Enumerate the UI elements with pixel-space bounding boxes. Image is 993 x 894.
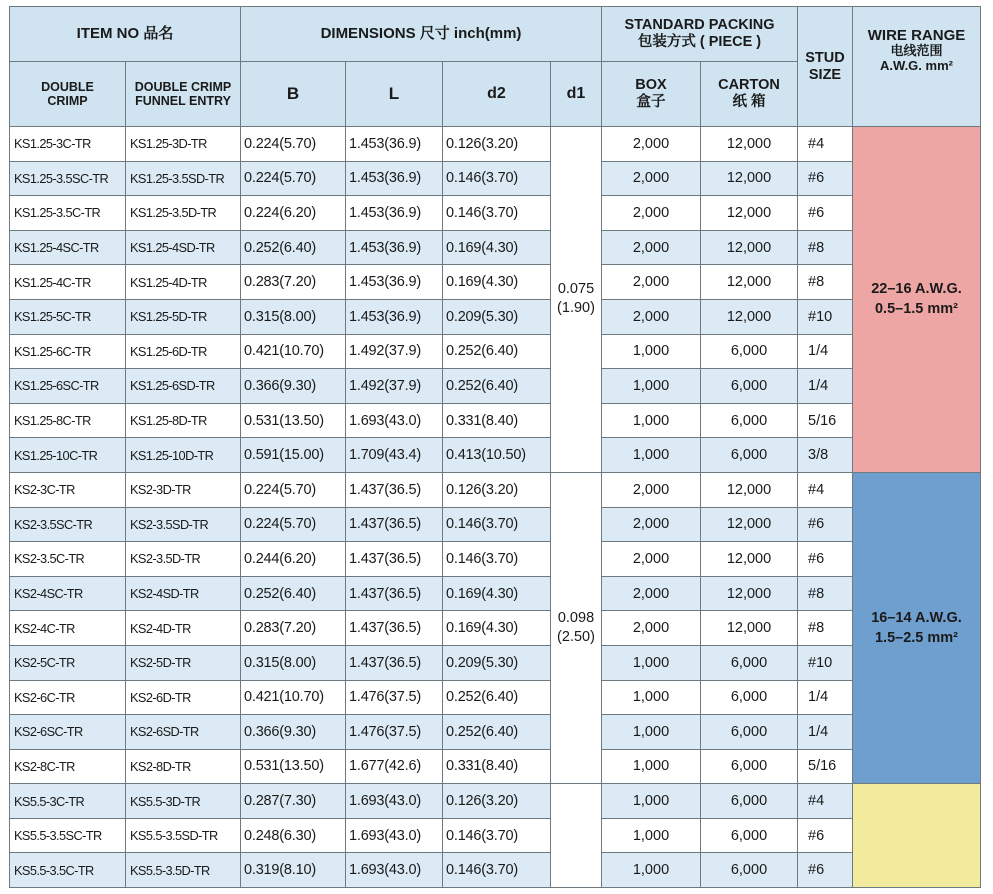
dimension-d2: 0.146(3.70) — [443, 161, 551, 196]
l-header: L — [346, 62, 443, 127]
dimension-b: 0.531(13.50) — [241, 403, 346, 438]
box-quantity: 2,000 — [602, 472, 701, 507]
wire-awg-range: 16–14 A.W.G. — [871, 609, 962, 626]
table-row — [10, 334, 981, 369]
dimension-d2: 0.331(8.40) — [443, 403, 551, 438]
packing-subtitle: 包装方式 ( PIECE ) — [637, 34, 762, 50]
carton-quantity: 6,000 — [701, 334, 798, 369]
dimension-b: 0.224(5.70) — [241, 127, 346, 162]
dimension-d2: 0.146(3.70) — [443, 196, 551, 231]
dimension-d2: 0.169(4.30) — [443, 265, 551, 300]
stud-size: #6 — [798, 161, 853, 196]
dimension-l: 1.693(43.0) — [346, 784, 443, 819]
table-row — [10, 818, 981, 853]
dimension-b: 0.531(13.50) — [241, 749, 346, 784]
double-crimp-part-number: KS5.5-3C-TR — [10, 784, 126, 819]
table-row — [10, 853, 981, 888]
funnel-entry-part-number: KS1.25-6SD-TR — [126, 369, 241, 404]
double-crimp-part-number: KS1.25-5C-TR — [10, 299, 126, 334]
dimension-b: 0.224(5.70) — [241, 507, 346, 542]
carton-header — [701, 62, 798, 127]
d2-header: d2 — [443, 62, 551, 127]
wire-range-cell — [853, 472, 981, 783]
funnel-entry-part-number: KS1.25-8D-TR — [126, 403, 241, 438]
dimension-l: 1.453(36.9) — [346, 265, 443, 300]
box-quantity: 2,000 — [602, 127, 701, 162]
box-quantity: 1,000 — [602, 715, 701, 750]
carton-quantity: 12,000 — [701, 507, 798, 542]
dimension-l: 1.492(37.9) — [346, 369, 443, 404]
wire-range-cell — [853, 784, 981, 888]
double-crimp-part-number: KS2-5C-TR — [10, 645, 126, 680]
carton-quantity: 12,000 — [701, 196, 798, 231]
box-quantity: 2,000 — [602, 196, 701, 231]
funnel-entry-part-number: KS2-8D-TR — [126, 749, 241, 784]
table-row — [10, 196, 981, 231]
dimension-d2: 0.252(6.40) — [443, 680, 551, 715]
table-row — [10, 472, 981, 507]
dimension-d2: 0.413(10.50) — [443, 438, 551, 473]
d1-mm-value: (1.90) — [557, 300, 595, 317]
stud-size: 1/4 — [798, 334, 853, 369]
carton-quantity: 6,000 — [701, 818, 798, 853]
funnel-entry-part-number: KS2-6D-TR — [126, 680, 241, 715]
dimension-b: 0.252(6.40) — [241, 576, 346, 611]
dimension-d2: 0.252(6.40) — [443, 715, 551, 750]
dimension-b: 0.315(8.00) — [241, 299, 346, 334]
funnel-entry-part-number: KS1.25-6D-TR — [126, 334, 241, 369]
dimension-l: 1.437(36.5) — [346, 645, 443, 680]
double-crimp-part-number: KS2-3.5SC-TR — [10, 507, 126, 542]
carton-quantity: 12,000 — [701, 230, 798, 265]
dimension-b: 0.224(5.70) — [241, 472, 346, 507]
box-quantity: 2,000 — [602, 611, 701, 646]
dimension-b: 0.224(5.70) — [241, 161, 346, 196]
double-crimp-line2: CRIMP — [47, 94, 88, 108]
dimension-l: 1.693(43.0) — [346, 818, 443, 853]
carton-quantity: 6,000 — [701, 715, 798, 750]
dimension-b: 0.248(6.30) — [241, 818, 346, 853]
carton-line1: CARTON — [718, 77, 780, 94]
table-row — [10, 161, 981, 196]
double-crimp-part-number: KS1.25-4SC-TR — [10, 230, 126, 265]
box-quantity: 1,000 — [602, 853, 701, 888]
dimension-b: 0.315(8.00) — [241, 645, 346, 680]
funnel-entry-part-number: KS5.5-3.5D-TR — [126, 853, 241, 888]
stud-size: 1/4 — [798, 369, 853, 404]
funnel-entry-header — [126, 62, 241, 127]
double-crimp-part-number: KS1.25-3C-TR — [10, 127, 126, 162]
carton-quantity: 6,000 — [701, 853, 798, 888]
double-crimp-line1: DOUBLE — [41, 79, 94, 94]
dimension-l: 1.693(43.0) — [346, 853, 443, 888]
dimension-d2: 0.209(5.30) — [443, 645, 551, 680]
stud-size: #6 — [798, 818, 853, 853]
wire-range-header — [853, 7, 981, 127]
dimension-l: 1.476(37.5) — [346, 715, 443, 750]
table-row — [10, 749, 981, 784]
dimension-d2: 0.126(3.20) — [443, 472, 551, 507]
wire-mm-range: 0.5–1.5 mm² — [874, 301, 959, 318]
dimension-d2: 0.146(3.70) — [443, 853, 551, 888]
dimension-l: 1.453(36.9) — [346, 299, 443, 334]
carton-quantity: 12,000 — [701, 299, 798, 334]
dimension-l: 1.453(36.9) — [346, 230, 443, 265]
stud-size: #4 — [798, 472, 853, 507]
table-row — [10, 611, 981, 646]
stud-size: #8 — [798, 576, 853, 611]
carton-line2: 纸 箱 — [732, 94, 766, 110]
carton-quantity: 12,000 — [701, 542, 798, 577]
table-row — [10, 299, 981, 334]
stud-size: 3/8 — [798, 438, 853, 473]
double-crimp-header — [10, 62, 126, 127]
funnel-entry-part-number: KS2-6SD-TR — [126, 715, 241, 750]
table-row — [10, 542, 981, 577]
table-row — [10, 645, 981, 680]
d1-inch-value: 0.098 — [557, 609, 595, 626]
double-crimp-part-number: KS2-3.5C-TR — [10, 542, 126, 577]
dimension-l: 1.476(37.5) — [346, 680, 443, 715]
stud-size: #6 — [798, 507, 853, 542]
dimension-l: 1.437(36.5) — [346, 507, 443, 542]
packing-title: STANDARD PACKING — [624, 17, 775, 34]
table-row — [10, 715, 981, 750]
double-crimp-part-number: KS1.25-3.5SC-TR — [10, 161, 126, 196]
carton-quantity: 12,000 — [701, 127, 798, 162]
box-quantity: 2,000 — [602, 265, 701, 300]
box-quantity: 1,000 — [602, 749, 701, 784]
funnel-entry-part-number: KS2-4SD-TR — [126, 576, 241, 611]
box-quantity: 1,000 — [602, 680, 701, 715]
dimension-l: 1.453(36.9) — [346, 196, 443, 231]
funnel-entry-part-number: KS1.25-4SD-TR — [126, 230, 241, 265]
table-row — [10, 438, 981, 473]
carton-quantity: 6,000 — [701, 749, 798, 784]
box-quantity: 2,000 — [602, 230, 701, 265]
stud-size: #10 — [798, 645, 853, 680]
box-line2: 盒子 — [636, 94, 666, 110]
dimension-b: 0.224(6.20) — [241, 196, 346, 231]
terminal-spec-table — [9, 6, 981, 888]
size-label: SIZE — [808, 66, 842, 83]
funnel-entry-part-number: KS5.5-3D-TR — [126, 784, 241, 819]
dimension-d2: 0.331(8.40) — [443, 749, 551, 784]
dimension-l: 1.437(36.5) — [346, 542, 443, 577]
table-row — [10, 680, 981, 715]
carton-quantity: 6,000 — [701, 645, 798, 680]
stud-size: #6 — [798, 853, 853, 888]
dimension-b: 0.366(9.30) — [241, 715, 346, 750]
table-row — [10, 369, 981, 404]
wire-mm-range: 1.5–2.5 mm² — [874, 630, 959, 647]
dimension-d2: 0.209(5.30) — [443, 299, 551, 334]
table-row — [10, 230, 981, 265]
dimension-b: 0.366(9.30) — [241, 369, 346, 404]
table-row — [10, 576, 981, 611]
box-quantity: 2,000 — [602, 161, 701, 196]
dimension-d2: 0.169(4.30) — [443, 230, 551, 265]
stud-size: #8 — [798, 265, 853, 300]
wire-range-units: A.W.G. mm² — [880, 58, 953, 74]
carton-quantity: 12,000 — [701, 472, 798, 507]
dimension-d2: 0.169(4.30) — [443, 576, 551, 611]
box-header — [602, 62, 701, 127]
double-crimp-part-number: KS1.25-8C-TR — [10, 403, 126, 438]
dimension-b: 0.591(15.00) — [241, 438, 346, 473]
box-quantity: 1,000 — [602, 645, 701, 680]
table-row — [10, 127, 981, 162]
double-crimp-part-number: KS1.25-6C-TR — [10, 334, 126, 369]
dimension-b: 0.283(7.20) — [241, 611, 346, 646]
stud-size: 1/4 — [798, 680, 853, 715]
stud-size-header — [798, 7, 853, 127]
double-crimp-part-number: KS1.25-6SC-TR — [10, 369, 126, 404]
standard-packing-header — [602, 7, 798, 62]
double-crimp-part-number: KS2-6C-TR — [10, 680, 126, 715]
double-crimp-part-number: KS2-3C-TR — [10, 472, 126, 507]
table-row — [10, 784, 981, 819]
funnel-entry-line2: FUNNEL ENTRY — [135, 94, 231, 108]
box-quantity: 2,000 — [602, 299, 701, 334]
dimension-d1 — [551, 127, 602, 473]
dimension-d2: 0.126(3.20) — [443, 127, 551, 162]
funnel-entry-part-number: KS2-5D-TR — [126, 645, 241, 680]
double-crimp-part-number: KS1.25-10C-TR — [10, 438, 126, 473]
funnel-entry-part-number: KS5.5-3.5SD-TR — [126, 818, 241, 853]
dimension-d2: 0.146(3.70) — [443, 542, 551, 577]
stud-size: 5/16 — [798, 749, 853, 784]
table-row — [10, 403, 981, 438]
box-quantity: 2,000 — [602, 507, 701, 542]
stud-size: #8 — [798, 230, 853, 265]
double-crimp-part-number: KS2-4SC-TR — [10, 576, 126, 611]
funnel-entry-part-number: KS2-3D-TR — [126, 472, 241, 507]
funnel-entry-part-number: KS1.25-3.5SD-TR — [126, 161, 241, 196]
funnel-entry-part-number: KS2-3.5D-TR — [126, 542, 241, 577]
box-line1: BOX — [635, 77, 667, 94]
carton-quantity: 12,000 — [701, 265, 798, 300]
dimension-b: 0.319(8.10) — [241, 853, 346, 888]
carton-quantity: 6,000 — [701, 784, 798, 819]
stud-size: #8 — [798, 611, 853, 646]
carton-quantity: 12,000 — [701, 611, 798, 646]
box-quantity: 2,000 — [602, 542, 701, 577]
dimension-d1 — [551, 784, 602, 888]
wire-range-title: WIRE RANGE — [867, 27, 966, 44]
funnel-entry-part-number: KS1.25-3D-TR — [126, 127, 241, 162]
stud-size: #6 — [798, 542, 853, 577]
d1-header: d1 — [551, 62, 602, 127]
double-crimp-part-number: KS5.5-3.5SC-TR — [10, 818, 126, 853]
carton-quantity: 6,000 — [701, 369, 798, 404]
wire-range-cn: 电线范围 — [890, 43, 943, 59]
double-crimp-part-number: KS1.25-3.5C-TR — [10, 196, 126, 231]
dimension-l: 1.453(36.9) — [346, 127, 443, 162]
dimension-d2: 0.252(6.40) — [443, 369, 551, 404]
dimension-b: 0.244(6.20) — [241, 542, 346, 577]
dimension-l: 1.437(36.5) — [346, 472, 443, 507]
box-quantity: 1,000 — [602, 369, 701, 404]
double-crimp-part-number: KS5.5-3.5C-TR — [10, 853, 126, 888]
dimension-b: 0.421(10.70) — [241, 680, 346, 715]
dimension-d2: 0.146(3.70) — [443, 507, 551, 542]
wire-awg-range: 22–16 A.W.G. — [871, 281, 962, 298]
box-quantity: 2,000 — [602, 576, 701, 611]
item-no-header: ITEM NO 品名 — [10, 7, 241, 62]
dimension-b: 0.287(7.30) — [241, 784, 346, 819]
carton-quantity: 6,000 — [701, 680, 798, 715]
dimension-d2: 0.169(4.30) — [443, 611, 551, 646]
funnel-entry-part-number: KS1.25-10D-TR — [126, 438, 241, 473]
funnel-entry-line1: DOUBLE CRIMP — [134, 79, 232, 94]
d1-inch-value: 0.075 — [557, 280, 595, 297]
dimension-d2: 0.146(3.70) — [443, 818, 551, 853]
stud-size: #10 — [798, 299, 853, 334]
dimension-l: 1.492(37.9) — [346, 334, 443, 369]
dimension-b: 0.252(6.40) — [241, 230, 346, 265]
funnel-entry-part-number: KS1.25-4D-TR — [126, 265, 241, 300]
carton-quantity: 12,000 — [701, 161, 798, 196]
dimension-b: 0.421(10.70) — [241, 334, 346, 369]
box-quantity: 1,000 — [602, 438, 701, 473]
table-body — [10, 127, 981, 888]
stud-size: #6 — [798, 196, 853, 231]
stud-size: #4 — [798, 127, 853, 162]
table-row — [10, 507, 981, 542]
box-quantity: 1,000 — [602, 403, 701, 438]
dimension-b: 0.283(7.20) — [241, 265, 346, 300]
stud-size: 5/16 — [798, 403, 853, 438]
box-quantity: 1,000 — [602, 784, 701, 819]
box-quantity: 1,000 — [602, 334, 701, 369]
double-crimp-part-number: KS2-8C-TR — [10, 749, 126, 784]
d1-mm-value: (2.50) — [557, 629, 595, 646]
dimension-l: 1.453(36.9) — [346, 161, 443, 196]
dimension-l: 1.693(43.0) — [346, 403, 443, 438]
dimension-l: 1.677(42.6) — [346, 749, 443, 784]
dimension-d2: 0.126(3.20) — [443, 784, 551, 819]
carton-quantity: 6,000 — [701, 438, 798, 473]
wire-range-cell — [853, 127, 981, 473]
funnel-entry-part-number: KS1.25-3.5D-TR — [126, 196, 241, 231]
dimension-d2: 0.252(6.40) — [443, 334, 551, 369]
double-crimp-part-number: KS1.25-4C-TR — [10, 265, 126, 300]
dimension-d1 — [551, 472, 602, 783]
double-crimp-part-number: KS2-6SC-TR — [10, 715, 126, 750]
stud-label: STUD — [805, 49, 845, 66]
stud-size: #4 — [798, 784, 853, 819]
carton-quantity: 6,000 — [701, 403, 798, 438]
funnel-entry-part-number: KS2-3.5SD-TR — [126, 507, 241, 542]
carton-quantity: 12,000 — [701, 576, 798, 611]
stud-size: 1/4 — [798, 715, 853, 750]
table-row — [10, 265, 981, 300]
funnel-entry-part-number: KS2-4D-TR — [126, 611, 241, 646]
dimension-l: 1.709(43.4) — [346, 438, 443, 473]
b-header: B — [241, 62, 346, 127]
box-quantity: 1,000 — [602, 818, 701, 853]
funnel-entry-part-number: KS1.25-5D-TR — [126, 299, 241, 334]
dimension-l: 1.437(36.5) — [346, 611, 443, 646]
dimension-l: 1.437(36.5) — [346, 576, 443, 611]
dimensions-header: DIMENSIONS 尺寸 inch(mm) — [241, 7, 602, 62]
double-crimp-part-number: KS2-4C-TR — [10, 611, 126, 646]
